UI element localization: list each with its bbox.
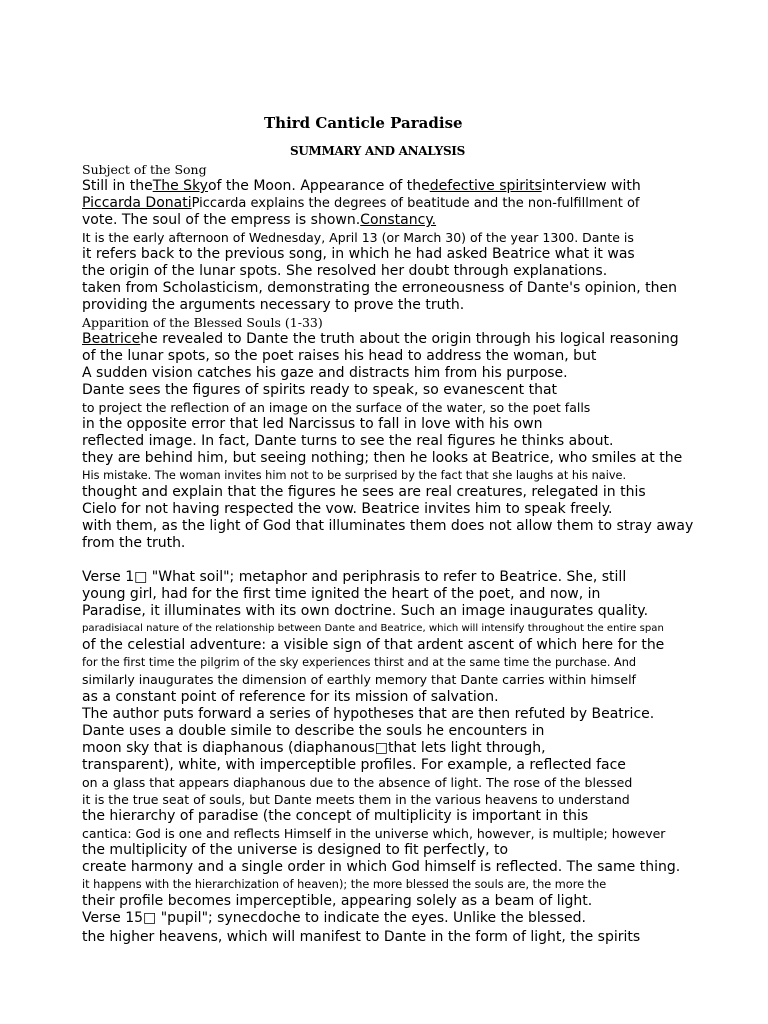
document-subtitle: SUMMARY AND ANALYSIS <box>290 144 465 158</box>
text-line: Dante uses a double simile to describe the souls he encounters in <box>82 723 545 739</box>
text-span: Still in the <box>82 178 153 194</box>
text-line: taken from Scholasticism, demonstrating the erroneousness of Dante's opinion, then <box>82 280 677 296</box>
text-line: The author puts forward a series of hypotheses that are then refuted by Beatrice. <box>82 706 655 722</box>
text-span: vote. The soul of the empress is shown. <box>82 212 361 228</box>
link-beatrice[interactable]: Beatrice <box>82 331 141 347</box>
text-line <box>82 331 679 348</box>
text-line: Paradise, it illuminates with its own doctrine. Such an image inaugurates quality. <box>82 603 649 619</box>
section-heading-subject: Subject of the Song <box>82 162 207 177</box>
text-line: to project the reflection of an image on the surface of the water, so the poet falls <box>82 400 591 415</box>
text-line: from the truth. <box>82 535 186 551</box>
text-line: A sudden vision catches his gaze and distracts him from his purpose. <box>82 365 568 381</box>
text-line: the multiplicity of the universe is designed to fit perfectly, to <box>82 842 509 858</box>
text-line: their profile becomes imperceptible, appearing solely as a beam of light. <box>82 893 593 909</box>
text-line: create harmony and a single order in which God himself is reflected. The same thing. <box>82 859 681 875</box>
text-line: as a constant point of reference for its mission of salvation. <box>82 689 499 705</box>
link-piccarda-donati[interactable]: Piccarda Donati <box>82 195 192 211</box>
text-line: His mistake. The woman invites him not to be surprised by the fact that she laughs at his naive. <box>82 469 627 482</box>
text-line: they are behind him, but seeing nothing; then he looks at Beatrice, who smiles at the <box>82 450 683 466</box>
text-line: in the opposite error that led Narcissus to fall in love with his own <box>82 416 543 432</box>
text-line: with them, as the light of God that illuminates them does not allow them to stray away <box>82 518 694 534</box>
document-title: Third Canticle Paradise <box>264 114 463 132</box>
text-line: the origin of the lunar spots. She resolved her doubt through explanations. <box>82 263 608 279</box>
text-span: interview with <box>541 178 641 194</box>
text-line: Verse 15□ "pupil"; synecdoche to indicate the eyes. Unlike the blessed. <box>82 910 586 926</box>
text-line: for the first time the pilgrim of the sky experiences thirst and at the same time the purchase. And <box>82 656 637 669</box>
text-line: Cielo for not having respected the vow. Beatrice invites him to speak freely. <box>82 501 613 517</box>
text-line: Verse 1□ "What soil"; metaphor and periphrasis to refer to Beatrice. She, still <box>82 569 627 585</box>
text-line: reflected image. In fact, Dante turns to see the real figures he thinks about. <box>82 433 614 449</box>
text-line: moon sky that is diaphanous (diaphanous□that lets light through, <box>82 740 546 756</box>
text-line <box>82 212 464 229</box>
text-line: young girl, had for the first time ignited the heart of the poet, and now, in <box>82 586 601 602</box>
text-line <box>82 178 641 195</box>
text-span: Piccarda explains the degrees of beatitude and the non-fulfillment of <box>191 196 640 211</box>
text-line: it is the true seat of souls, but Dante meets them in the various heavens to understand <box>82 792 630 807</box>
link-defective-spirits[interactable]: defective spirits <box>429 178 542 194</box>
text-line: thought and explain that the figures he sees are real creatures, relegated in this <box>82 484 646 500</box>
text-span: he revealed to Dante the truth about the origin through his logical reasoning <box>140 331 679 347</box>
text-line: of the lunar spots, so the poet raises his head to address the woman, but <box>82 348 597 364</box>
text-line: of the celestial adventure: a visible sign of that ardent ascent of which here for the <box>82 637 665 653</box>
text-line: the higher heavens, which will manifest to Dante in the form of light, the spirits <box>82 929 641 945</box>
link-constancy[interactable]: Constancy. <box>360 212 437 228</box>
text-line: Dante sees the figures of spirits ready to speak, so evanescent that <box>82 382 558 398</box>
text-line: cantica: God is one and reflects Himself in the universe which, however, is multiple; however <box>82 826 666 841</box>
text-line: It is the early afternoon of Wednesday, April 13 (or March 30) of the year 1300. Dante is <box>82 230 634 245</box>
link-the-sky[interactable]: The Sky <box>152 178 208 194</box>
text-line <box>82 195 639 212</box>
section-heading-apparition: Apparition of the Blessed Souls (1-33) <box>82 315 323 330</box>
text-line: it happens with the hierarchization of heaven); the more blessed the souls are, the more the <box>82 878 607 891</box>
text-line: paradisiacal nature of the relationship between Dante and Beatrice, which will intensify throughout the entire span <box>82 623 664 634</box>
text-line: transparent), white, with imperceptible profiles. For example, a reflected face <box>82 757 626 773</box>
text-line: the hierarchy of paradise (the concept of multiplicity is important in this <box>82 808 589 824</box>
text-line: on a glass that appears diaphanous due to the absence of light. The rose of the blessed <box>82 775 633 790</box>
text-line: similarly inaugurates the dimension of earthly memory that Dante carries within himself <box>82 672 636 687</box>
text-line: providing the arguments necessary to prove the truth. <box>82 297 465 313</box>
text-line: it refers back to the previous song, in which he had asked Beatrice what it was <box>82 246 635 262</box>
text-span: of the Moon. Appearance of the <box>207 178 430 194</box>
